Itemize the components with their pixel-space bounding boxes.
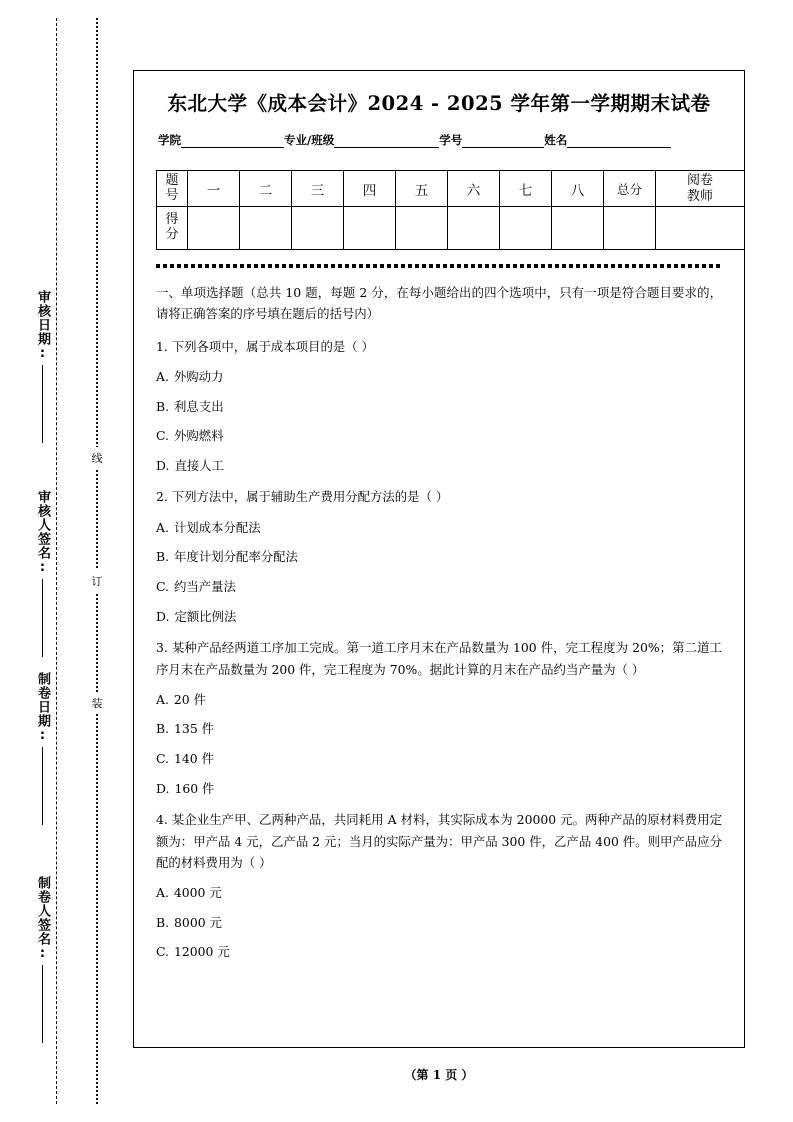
question-column-7: 七 [500, 171, 552, 207]
margin-note-reviewer-signature [22, 490, 52, 657]
option-letter: A. [156, 691, 169, 707]
question-column-8: 八 [552, 171, 604, 207]
total-score-header: 总分 [604, 171, 656, 207]
grading-teacher-cell[interactable] [656, 207, 745, 250]
option-text: 定额比例法 [174, 608, 237, 624]
grading-teacher-header: 阅卷 教师 [656, 171, 745, 207]
question-column-1: 一 [188, 171, 240, 207]
inner-dotted-line [96, 18, 98, 1104]
exam-body [156, 282, 722, 962]
option-text: 外购燃料 [173, 428, 224, 444]
total-score-cell[interactable] [604, 207, 656, 250]
question-4-text: 4. 某企业生产甲、乙两种产品，共同耗用 A 材料，其实际成本为 20000 元。两种产品的原材料费用定额为：甲产品 4 元，乙产品 2 元；当月的实际产量为：甲产品 300 件，乙产品 400 件。则甲产品应分配的材料费用为（ ） [156, 812, 722, 870]
question-column-2: 二 [240, 171, 292, 207]
field-label: 学号 [439, 133, 463, 148]
option-text: 计划成本分配法 [173, 519, 261, 535]
option-letter: C. [156, 944, 169, 960]
table-row-question-numbers [157, 171, 745, 207]
option-letter: D. [156, 457, 170, 473]
student-info-row [156, 132, 722, 148]
option-text: 135 件 [174, 721, 215, 737]
option-letter: C. [156, 428, 169, 444]
score-cell-4[interactable] [344, 207, 396, 250]
question-4-option-c[interactable] [156, 943, 722, 962]
score-table [156, 170, 745, 250]
question-3-option-d[interactable] [156, 780, 722, 799]
option-letter: A. [156, 885, 169, 901]
margin-note-preparer-signature [22, 876, 52, 1043]
margin-note-review-date [22, 290, 52, 443]
binding-mark-line: 线 [88, 447, 106, 469]
major-class-input[interactable] [334, 134, 439, 148]
question-2-option-a[interactable] [156, 519, 722, 538]
question-column-4: 四 [344, 171, 396, 207]
score-cell-1[interactable] [188, 207, 240, 250]
field-name [544, 132, 671, 148]
option-letter: B. [156, 398, 170, 414]
section-heading-multiple-choice: 一、单项选择题（总共 10 题，每题 2 分，在每小题给出的四个选项中，只有一项是符合题目要求的，请将正确答案的序号填在题后的括号内） [156, 285, 722, 322]
question-2-option-c[interactable] [156, 578, 722, 597]
exam-content-frame [133, 70, 745, 1048]
margin-note-label: 审核日期: [35, 290, 50, 362]
question-1-option-d[interactable] [156, 457, 722, 476]
field-label: 姓名 [544, 133, 568, 148]
option-letter: D. [156, 780, 170, 796]
question-3-text: 3. 某种产品经两道工序加工完成。第一道工序月末在产品数量为 100 件，完工程度为 20%；第二道工序月末在产品数量为 200 件，完工程度为 70%。据此计算的月末在产品约当产量为（ ） [156, 640, 722, 677]
question-1-option-c[interactable] [156, 427, 722, 446]
question-3-option-c[interactable] [156, 750, 722, 769]
question-2-option-d[interactable] [156, 608, 722, 627]
score-cell-2[interactable] [240, 207, 292, 250]
option-letter: B. [156, 549, 170, 565]
name-input[interactable] [567, 134, 671, 148]
binding-margin-strip [0, 0, 125, 1122]
question-3-option-a[interactable] [156, 691, 722, 710]
option-letter: D. [156, 608, 170, 624]
option-text: 4000 元 [173, 885, 222, 901]
option-text: 12000 元 [173, 944, 230, 960]
option-text: 利息支出 [174, 398, 224, 414]
question-4-option-b[interactable] [156, 914, 722, 933]
option-letter: A. [156, 519, 169, 535]
option-text: 140 件 [173, 751, 214, 767]
field-label: 专业/班级 [284, 133, 335, 148]
question-2-text: 2. 下列方法中，属于辅助生产费用分配方法的是（ ） [156, 489, 449, 505]
margin-note-label: 制卷日期: [35, 672, 50, 744]
binding-mark-bind: 装 [88, 692, 106, 714]
score-cell-8[interactable] [552, 207, 604, 250]
page-title: 东北大学《成本会计》2024 - 2025 学年第一学期期末试卷 [167, 92, 711, 115]
question-1-option-b[interactable] [156, 398, 722, 417]
option-letter: C. [156, 578, 169, 594]
margin-note-label: 制卷人签名: [35, 876, 50, 962]
row-header-question-number: 题 号 [157, 171, 188, 207]
option-text: 外购动力 [173, 368, 224, 384]
student-id-input[interactable] [462, 134, 544, 148]
score-cell-7[interactable] [500, 207, 552, 250]
option-letter: C. [156, 751, 169, 767]
field-college [158, 132, 284, 148]
field-student-id [439, 132, 544, 148]
option-text: 160 件 [174, 780, 215, 796]
option-text: 直接人工 [174, 457, 224, 473]
question-column-3: 三 [292, 171, 344, 207]
question-1-option-a[interactable] [156, 368, 722, 387]
question-column-5: 五 [396, 171, 448, 207]
question-column-6: 六 [448, 171, 500, 207]
college-input[interactable] [181, 134, 284, 148]
option-letter: A. [156, 368, 169, 384]
margin-note-label: 审核人签名: [35, 490, 50, 576]
row-header-score: 得 分 [157, 207, 188, 250]
option-text: 年度计划分配率分配法 [174, 549, 298, 565]
margin-note-prepare-date [22, 672, 52, 825]
score-cell-3[interactable] [292, 207, 344, 250]
question-3-option-b[interactable] [156, 720, 722, 739]
option-text: 8000 元 [174, 914, 222, 930]
page-footer: （第 1 页 ） [404, 1068, 474, 1082]
option-letter: B. [156, 914, 170, 930]
question-4-option-a[interactable] [156, 884, 722, 903]
question-1-text: 1. 下列各项中，属于成本项目的是（ ） [156, 338, 374, 354]
option-text: 约当产量法 [173, 578, 236, 594]
table-row-scores [157, 207, 745, 250]
option-text: 20 件 [173, 691, 206, 707]
score-cell-6[interactable] [448, 207, 500, 250]
option-letter: B. [156, 721, 170, 737]
dotted-separator [156, 264, 722, 268]
score-cell-5[interactable] [396, 207, 448, 250]
field-major-class [284, 132, 439, 148]
outer-dashed-line [56, 18, 57, 1104]
binding-mark-staple: 订 [88, 570, 106, 592]
question-2-option-b[interactable] [156, 548, 722, 567]
field-label: 学院 [158, 133, 181, 148]
